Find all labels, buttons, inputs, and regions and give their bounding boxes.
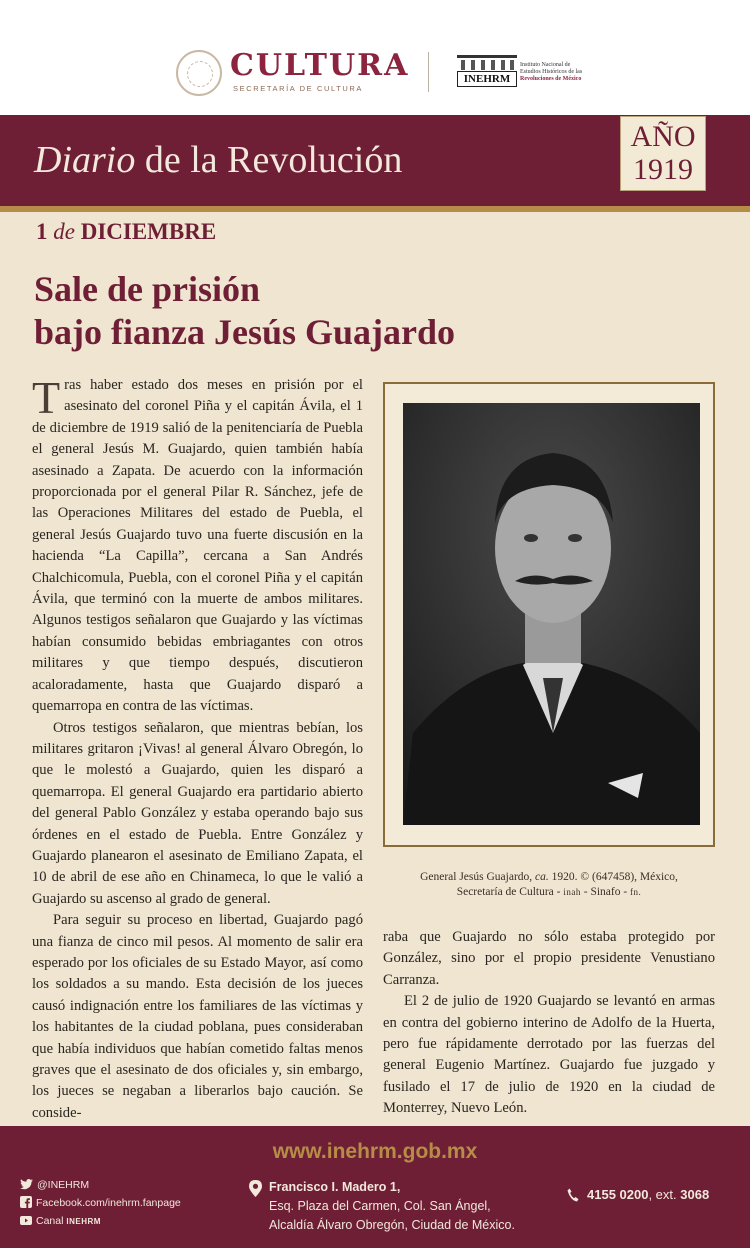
logo-divider [428,52,429,92]
phone-icon [567,1188,579,1202]
article-headline: Sale de prisión bajo fianza Jesús Guajardo [34,269,456,352]
paragraph-4: El 2 de julio de 1920 Guajardo se levantó en armas en contra del gobierno interino de Adolfo de la Huerta, pero fue rápidamente derrotado por las fuerzas del general Eugenio Martínez. Guajardo fue juzgado y fusilado el 17 de julio de 1920 en la ciudad de Monterrey, Nuevo León. [383,993,715,1117]
photo-caption: General Jesús Guajardo, ca. 1920. © (647458), México, Secretaría de Cultura - inah - Sinafo - fn. [420,871,678,898]
article-column-right [383,927,715,1120]
youtube-link[interactable]: Canal INEHRM [20,1214,101,1227]
website-link[interactable]: www.inehrm.gob.mx [272,1140,478,1163]
youtube-icon [20,1214,32,1226]
inehrm-full-name: Instituto Nacional de Estudios Históricos de las Revoluciones de México [520,62,583,82]
paragraph-2: Otros testigos señalaron, que mientras bebían, los militares gritaron ¡Vivas! al general Álvaro Obregón, lo que le molestó a Guajardo, quien les disparó a quemarropa. El general Guajardo era partidario abierto del general Pablo González y estaba operando bajo sus órdenes en el estado de Puebla. Entre González y Guajardo planearon el asesinato de Emiliano Zapata, el 10 de abril de ese año en Chinameca, lo que le valió a Guajardo su ascenso al grado de general. [32,719,363,907]
article-date: 1 de DICIEMBRE [36,219,217,244]
building-icon [457,55,517,72]
paragraph-1: Tras haber estado dos meses en prisión por el asesinato del coronel Piña y el capitán Ávila, el 1 de diciembre de 1919 salió de la penitenciaría de Puebla el general Jesús M. Guajardo, quien también había asesinado a Zapata. De acuerdo con la información proporcionada por el general Pilar R. Sánchez, jefe de las Operaciones Militares del estado de Puebla, el general Jesús Guajardo tuvo una fuerte discusión en la hacienda “La Capilla”, cercana a San Andrés Chalchicomula, Puebla, con el coronel Piña y el capitán Ávila, que terminó con la muerte de ambos militares. Algunos testigos señalaron que Guajardo y las víctimas habían consumido bebidas embriagantes con otros militares y que tiempo después, discutieron acaloradamente, hasta que Guajardo disparó a quemarropa en contra de las víctimas. [32,372,363,715]
paragraph-3-continued: raba que Guajardo no sólo estaba protegido por González, sino por el propio presidente Venustiano Carranza. [383,929,715,988]
inehrm-logo[interactable] [457,55,517,87]
paragraph-3: Para seguir su proceso en libertad, Guajardo pagó una fianza de cinco mil pesos. Al momento de salir era esperado por los oficiales de su Estado Mayor, así como los soldados a su mando. Esta decisión de los jueces causó indignación entre los familiares de las víctimas y los habitantes de la ciudad poblana, pues consideraban que había individuos que habían cometido faltas menos graves que el asesinato de dos oficiales y, sin embargo, los jueces se negaban a liberarlos bajo caución. Se conside- [32,912,363,1121]
inehrm-wordmark: INEHRM [457,71,517,87]
cultura-subtitle: SECRETARÍA DE CULTURA [233,84,364,93]
facebook-link[interactable]: Facebook.com/inehrm.fanpage [20,1196,181,1209]
facebook-icon [20,1196,32,1208]
twitter-link[interactable]: @INEHRM [20,1179,89,1191]
year-badge: AÑO 1919 [620,116,706,191]
phone-number[interactable]: 4155 0200, ext. 3068 [567,1187,709,1202]
article-column-left [32,372,363,1124]
cultura-logo[interactable]: CULTURA [230,48,410,83]
page-title: Diario de la Revolución [34,139,403,181]
address: Francisco I. Madero 1, Esq. Plaza del Carmen, Col. San Ángel, Alcaldía Álvaro Obregón, Ciudad de México. [269,1180,515,1232]
portrait-photo [403,403,700,825]
drop-cap: T [32,372,61,423]
national-seal-icon [176,50,222,96]
twitter-icon [20,1179,33,1190]
gold-divider [0,206,750,212]
location-pin-icon [249,1180,262,1197]
